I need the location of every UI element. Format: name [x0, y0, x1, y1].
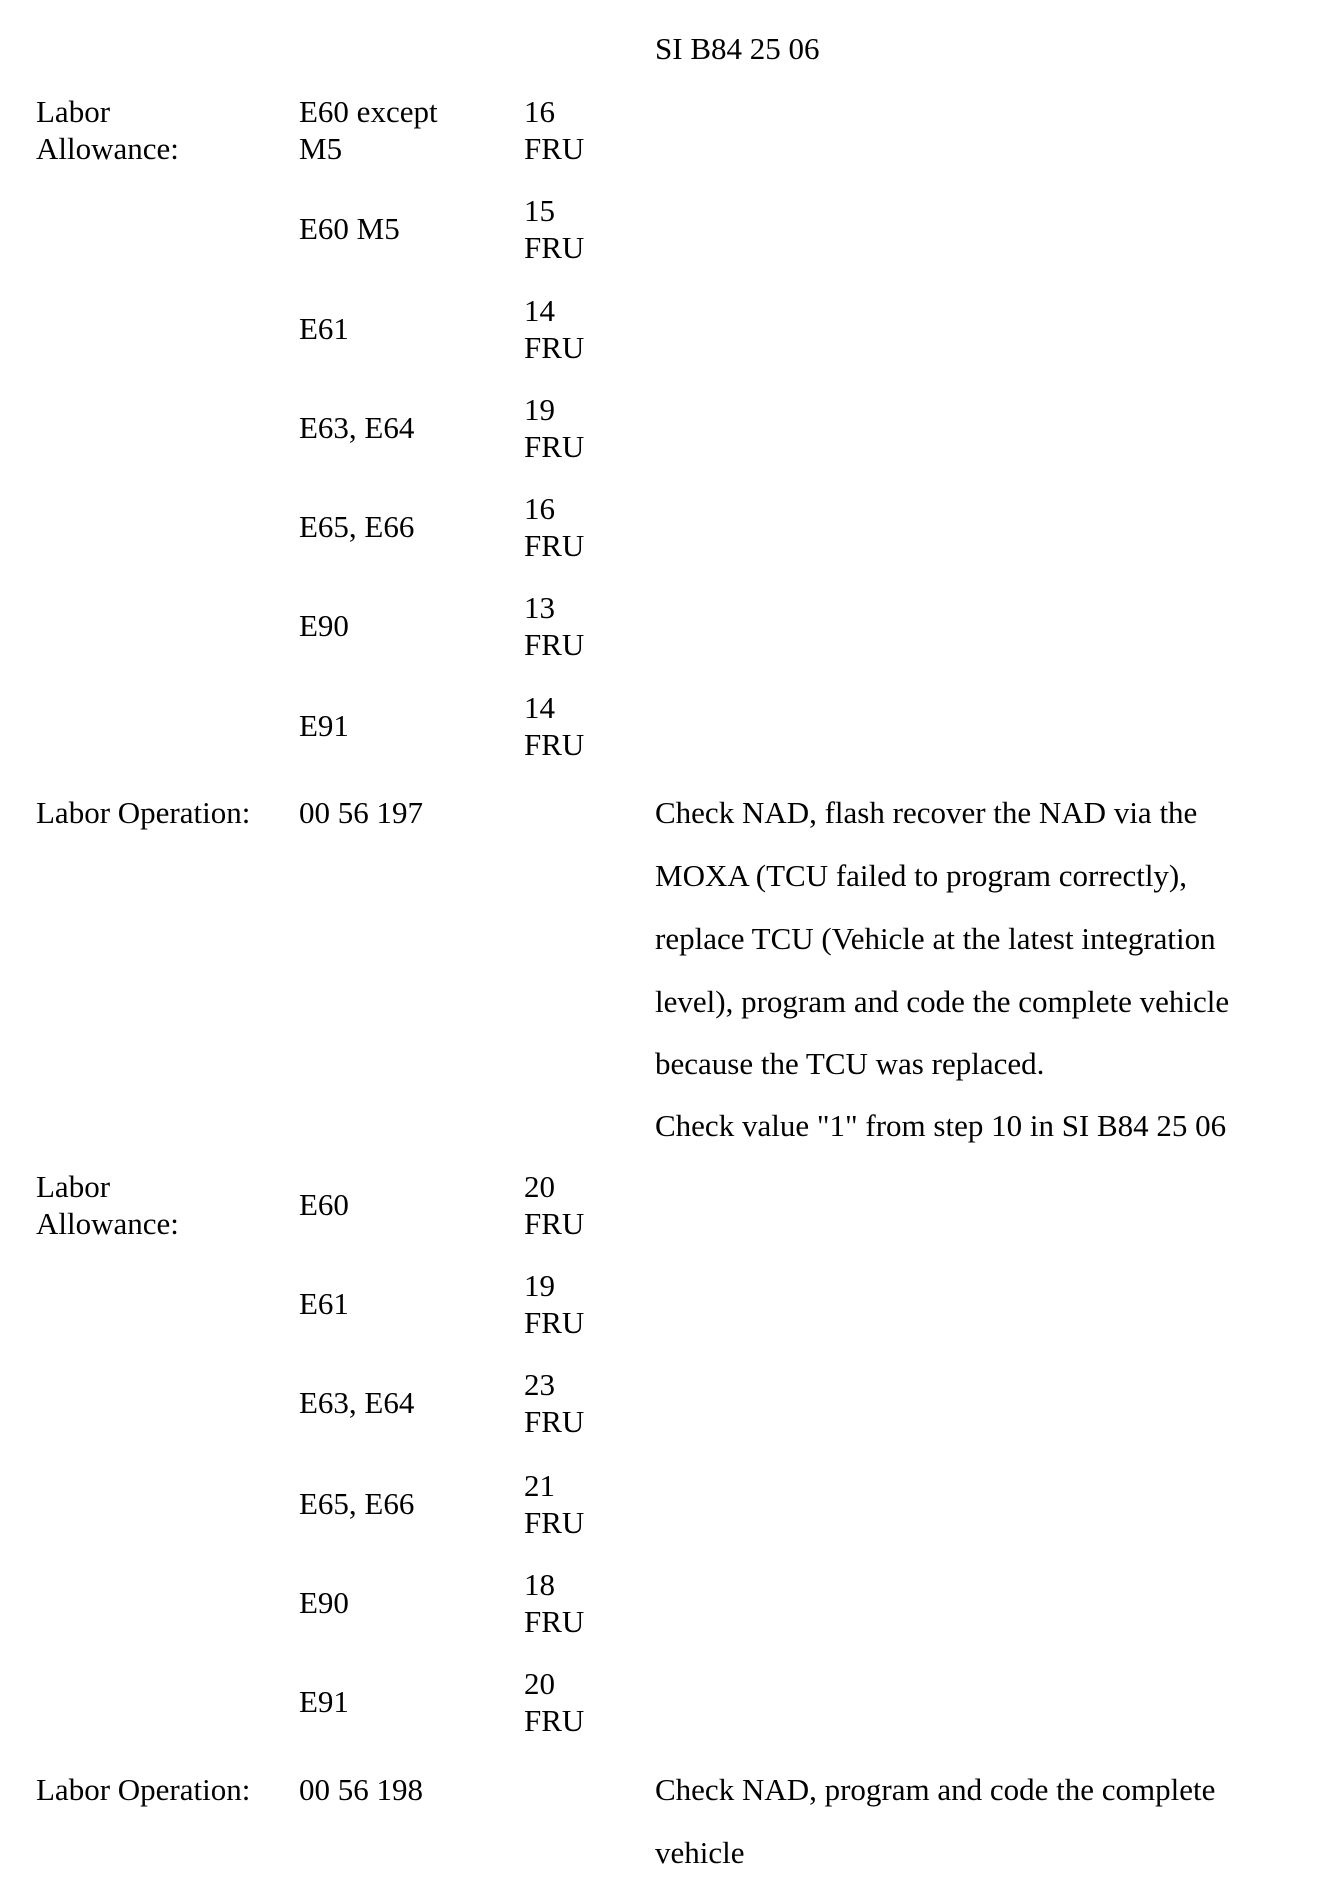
model: E61 — [299, 1286, 349, 1321]
operation-description-line: because the TCU was replaced. — [655, 1046, 1045, 1081]
allowance-value: 20 — [524, 1169, 555, 1204]
document-reference: SI B84 25 06 — [655, 31, 820, 66]
operation-description-line: vehicle — [655, 1835, 745, 1870]
allowance-value: 18 — [524, 1567, 555, 1602]
allowance-unit: FRU — [524, 1703, 585, 1738]
allowance-value: 14 — [524, 293, 555, 328]
allowance-unit: FRU — [524, 1206, 585, 1241]
allowance-value: 19 — [524, 1268, 555, 1303]
labor-operation-label: Labor Operation: — [36, 795, 251, 830]
allowance-value: 16 — [524, 491, 555, 526]
allowance-value: 14 — [524, 690, 555, 725]
labor-allowance-label-line2: Allowance: — [36, 1206, 179, 1241]
allowance-unit: FRU — [524, 330, 585, 365]
allowance-value: 13 — [524, 590, 555, 625]
labor-operation-code: 00 56 197 — [299, 795, 423, 830]
allowance-value: 23 — [524, 1367, 555, 1402]
model: E60 M5 — [299, 211, 400, 246]
labor-allowance-label-line1: Labor — [36, 94, 111, 129]
operation-description-line: Check NAD, program and code the complete — [655, 1772, 1216, 1807]
allowance-unit: FRU — [524, 1404, 585, 1439]
labor-operation-code: 00 56 198 — [299, 1772, 423, 1807]
allowance-unit: FRU — [524, 131, 585, 166]
operation-description-line: replace TCU (Vehicle at the latest integration — [655, 921, 1216, 956]
labor-allowance-label-line1: Labor — [36, 1169, 111, 1204]
allowance-unit: FRU — [524, 429, 585, 464]
operation-description-line: Check NAD, flash recover the NAD via the — [655, 795, 1198, 830]
allowance-unit: FRU — [524, 230, 585, 265]
allowance-unit: FRU — [524, 627, 585, 662]
allowance-unit: FRU — [524, 1604, 585, 1639]
model: E91 — [299, 1684, 349, 1719]
labor-allowance-label-line2: Allowance: — [36, 131, 179, 166]
model: E65, E66 — [299, 509, 415, 544]
model: E63, E64 — [299, 1385, 415, 1420]
model: E90 — [299, 608, 349, 643]
allowance-value: 21 — [524, 1468, 555, 1503]
model: E65, E66 — [299, 1486, 415, 1521]
allowance-value: 15 — [524, 193, 555, 228]
model: M5 — [299, 131, 343, 166]
model: E63, E64 — [299, 410, 415, 445]
allowance-value: 20 — [524, 1666, 555, 1701]
model: E90 — [299, 1585, 349, 1620]
allowance-unit: FRU — [524, 727, 585, 762]
allowance-unit: FRU — [524, 1305, 585, 1340]
allowance-unit: FRU — [524, 528, 585, 563]
allowance-unit: FRU — [524, 1505, 585, 1540]
model: E61 — [299, 311, 349, 346]
model: E60 except — [299, 94, 438, 129]
operation-description-line: Check value "1" from step 10 in SI B84 25 06 — [655, 1108, 1227, 1143]
model: E60 — [299, 1187, 349, 1222]
allowance-value: 19 — [524, 392, 555, 427]
allowance-value: 16 — [524, 94, 555, 129]
model: E91 — [299, 708, 349, 743]
labor-operation-label: Labor Operation: — [36, 1772, 251, 1807]
operation-description-line: level), program and code the complete vehicle — [655, 984, 1230, 1019]
operation-description-line: MOXA (TCU failed to program correctly), — [655, 858, 1188, 893]
